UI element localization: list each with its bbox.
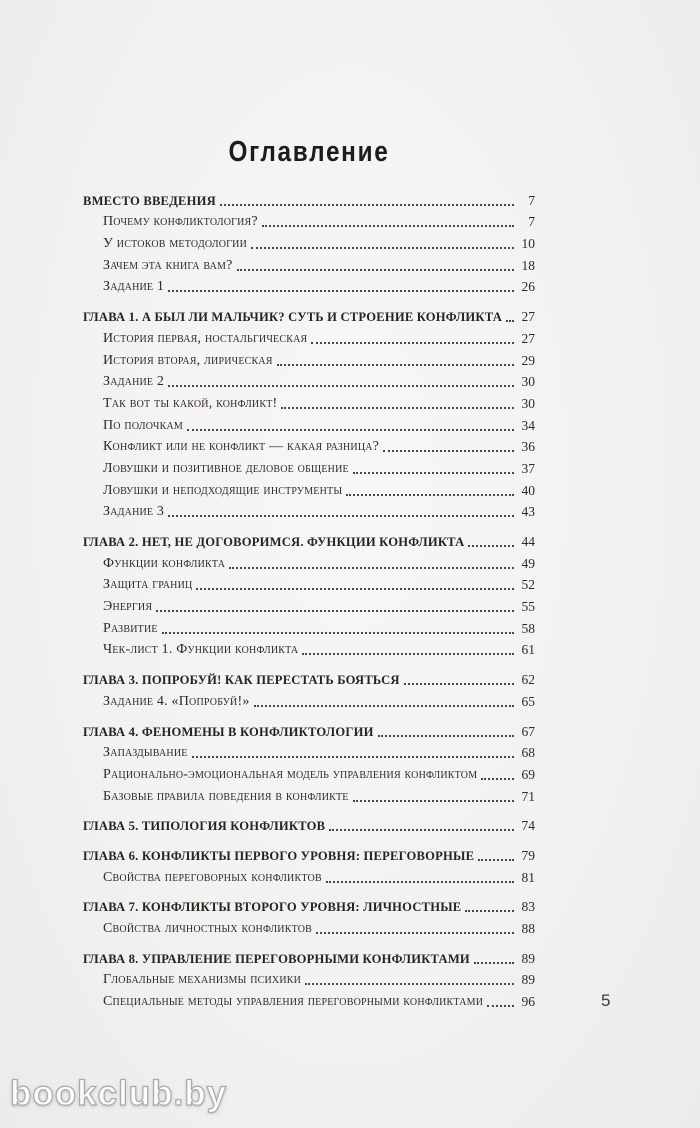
toc-row (83, 895, 535, 917)
toc-entry-page: 10 (521, 236, 535, 252)
dot-leader (168, 290, 514, 292)
toc-entry-page: 71 (521, 788, 535, 804)
toc-entry-label: ГЛАВА 2. НЕТ, НЕ ДОГОВОРИМСЯ. ФУНКЦИИ КОНФЛИКТА (83, 535, 465, 549)
toc-row (83, 326, 535, 348)
toc-row (83, 478, 535, 500)
toc-entry-label: Почему конфликтология? (103, 214, 258, 230)
dot-leader (353, 800, 514, 802)
dot-leader (353, 472, 514, 474)
dot-leader (506, 320, 514, 322)
toc-row (83, 348, 535, 370)
toc-entry-label: Свойства переговорных конфликтов (103, 869, 322, 885)
toc-entry-page: 37 (521, 460, 535, 476)
watermark: bookclub.by (10, 1074, 228, 1113)
dot-leader (468, 545, 514, 547)
dot-leader (305, 983, 514, 985)
toc-entry-label: Рационально-эмоциональная модель управления конфликтом (103, 766, 478, 782)
toc-entry-label: Задание 3 (103, 504, 165, 520)
toc-entry-label: Функции конфликта (103, 555, 226, 571)
toc-entry-page: 43 (521, 504, 535, 520)
toc-entry-label: ВМЕСТО ВВЕДЕНИЯ (83, 193, 216, 208)
toc-row (83, 573, 535, 595)
dot-leader (329, 829, 514, 831)
toc-row (83, 275, 535, 297)
toc-row (83, 843, 535, 865)
toc-entry-page: 58 (521, 620, 535, 636)
dot-leader (481, 778, 514, 780)
toc-entry-label: Так вот ты какой, конфликт! (103, 395, 278, 411)
toc-entry-label: ГЛАВА 4. ФЕНОМЕНЫ В КОНФЛИКТОЛОГИИ (83, 724, 374, 739)
toc-entry-label: ГЛАВА 5. ТИПОЛОГИЯ КОНФЛИКТОВ (83, 819, 326, 834)
dot-leader (168, 385, 514, 387)
toc-entry-page: 7 (528, 192, 535, 208)
toc-entry-page: 55 (521, 599, 535, 615)
dot-leader (254, 705, 514, 707)
toc-entry-page: 96 (521, 994, 535, 1010)
toc-row (83, 435, 535, 457)
toc-entry-page: 83 (521, 899, 535, 915)
dot-leader (346, 494, 514, 496)
toc-entry-page: 88 (521, 921, 535, 936)
toc-row (83, 968, 535, 990)
toc-section (83, 304, 535, 521)
toc-entry-label: Зачем эта книга вам? (103, 257, 233, 273)
toc-entry-page: 69 (521, 766, 535, 782)
toc-section (83, 843, 535, 886)
dot-leader (156, 610, 514, 612)
toc-entry-page: 30 (521, 395, 535, 411)
dot-leader (187, 429, 514, 431)
dot-leader (162, 632, 514, 634)
toc-row (83, 529, 535, 551)
toc-section (83, 814, 535, 836)
dot-leader (326, 881, 514, 883)
toc-section (83, 719, 535, 806)
dot-leader (378, 735, 514, 737)
dot-leader (220, 204, 514, 206)
page-title: Оглавление (228, 136, 390, 168)
toc-entry-page: 18 (521, 257, 535, 273)
toc-entry-label: ГЛАВА 6. КОНФЛИКТЫ ПЕРВОГО УРОВНЯ: ПЕРЕГОВОРНЫЕ (83, 848, 475, 863)
toc-row (83, 616, 535, 638)
toc-entry-page: 30 (521, 374, 535, 390)
toc-entry-page: 89 (521, 950, 535, 966)
toc-entry-label: Базовые правила поведения в конфликте (103, 788, 349, 804)
toc-section (83, 946, 535, 1011)
toc-section (83, 895, 535, 938)
toc-row (83, 689, 535, 711)
toc-row (83, 456, 535, 478)
toc-entry-page: 34 (521, 417, 535, 433)
toc-entry-page: 68 (521, 745, 535, 761)
toc-entry-page: 52 (521, 577, 535, 593)
toc-row (83, 594, 535, 616)
toc-row (83, 667, 535, 689)
toc-entry-label: Энергия (103, 599, 153, 615)
toc-entry-label: Чек-лист 1. Функции конфликта (103, 642, 299, 658)
toc-entry-label: История первая, ностальгическая (103, 330, 308, 346)
toc-entry-label: Задание 1 (103, 279, 165, 295)
toc-row (83, 188, 535, 210)
dot-leader (465, 910, 514, 912)
toc-entry-page: 49 (521, 555, 535, 571)
toc-entry-label: Специальные методы управления переговорными конфликтами (103, 994, 484, 1010)
table-of-contents (83, 136, 535, 1011)
dot-leader (168, 515, 514, 517)
dot-leader (404, 683, 514, 685)
toc-entry-label: Ловушки и позитивное деловое общение (103, 460, 349, 476)
toc-row (83, 551, 535, 573)
dot-leader (237, 269, 514, 271)
dot-leader (196, 588, 514, 590)
toc-row (83, 231, 535, 253)
toc-entry-label: Задание 4. «Попробуй!» (103, 693, 250, 709)
toc-row (83, 946, 535, 968)
toc-entry-page: 65 (521, 693, 535, 709)
dot-leader (487, 1005, 514, 1007)
toc-row (83, 989, 535, 1011)
dot-leader (474, 962, 514, 964)
toc-row (83, 304, 535, 326)
toc-row (83, 719, 535, 741)
toc-row (83, 500, 535, 522)
dot-leader (262, 225, 514, 227)
toc-row (83, 370, 535, 392)
toc-entry-label: Глобальные механизмы психики (103, 972, 302, 988)
toc-section (83, 667, 535, 710)
toc-entry-page: 74 (521, 818, 535, 834)
toc-row (83, 814, 535, 836)
toc-entry-page: 79 (521, 847, 535, 863)
toc-entry-label: Задание 2 (103, 374, 165, 390)
toc-section (83, 529, 535, 659)
toc-row (83, 784, 535, 806)
toc-entry-page: 27 (521, 309, 536, 325)
toc-row (83, 210, 535, 232)
toc-entry-label: Развитие (103, 620, 158, 636)
dot-leader (478, 859, 514, 861)
toc-row (83, 762, 535, 784)
dot-leader (302, 653, 514, 655)
dot-leader (316, 932, 514, 934)
toc-entry-label: ГЛАВА 3. ПОПРОБУЙ! КАК ПЕРЕСТАТЬ БОЯТЬСЯ (83, 673, 400, 688)
toc-entry-label: Ловушки и неподходящие инструменты (103, 482, 343, 498)
toc-entry-page: 40 (521, 482, 535, 498)
toc-row (83, 865, 535, 887)
toc-entry-label: По полочкам (103, 417, 184, 433)
toc-entry-page: 26 (521, 279, 535, 295)
toc-row (83, 413, 535, 435)
toc-entry-page: 81 (521, 869, 535, 885)
toc-row (83, 253, 535, 275)
toc-entry-label: У истоков методологии (103, 236, 247, 252)
toc-entry-page: 67 (521, 723, 535, 739)
dot-leader (281, 407, 514, 409)
toc-entry-page: 27 (521, 330, 535, 346)
toc-entry-label: История вторая, лирическая (103, 352, 273, 368)
dot-leader (251, 247, 514, 249)
page-number: 5 (601, 991, 611, 1010)
toc-entry-label: Запаздывание (103, 745, 188, 761)
toc-entry-label: ГЛАВА 1. А БЫЛ ЛИ МАЛЬЧИК? СУТЬ И СТРОЕНИЕ КОНФЛИКТА (83, 310, 503, 325)
toc-entry-page: 61 (521, 642, 535, 658)
dot-leader (311, 342, 514, 344)
toc-sections (83, 188, 535, 1011)
toc-entry-label: ГЛАВА 8. УПРАВЛЕНИЕ ПЕРЕГОВОРНЫМИ КОНФЛИКТАМИ (83, 951, 470, 966)
toc-row (83, 638, 535, 660)
toc-entry-label: ГЛАВА 7. КОНФЛИКТЫ ВТОРОГО УРОВНЯ: ЛИЧНОСТНЫЕ (83, 900, 462, 915)
dot-leader (277, 364, 514, 366)
toc-row (83, 916, 535, 938)
toc-section (83, 188, 535, 296)
dot-leader (383, 450, 514, 452)
dot-leader (192, 756, 514, 758)
toc-entry-page: 62 (521, 672, 535, 688)
toc-row (83, 391, 535, 413)
toc-entry-page: 44 (521, 534, 535, 549)
toc-entry-page: 89 (521, 972, 535, 988)
toc-entry-label: Свойства личностных конфликтов (103, 921, 313, 936)
toc-entry-page: 29 (521, 352, 535, 368)
toc-entry-page: 36 (521, 439, 535, 455)
toc-entry-page: 7 (528, 214, 535, 230)
toc-entry-label: Конфликт или не конфликт — какая разница? (103, 439, 380, 455)
toc-entry-label: Защита границ (103, 577, 193, 593)
toc-row (83, 741, 535, 763)
dot-leader (229, 567, 514, 569)
